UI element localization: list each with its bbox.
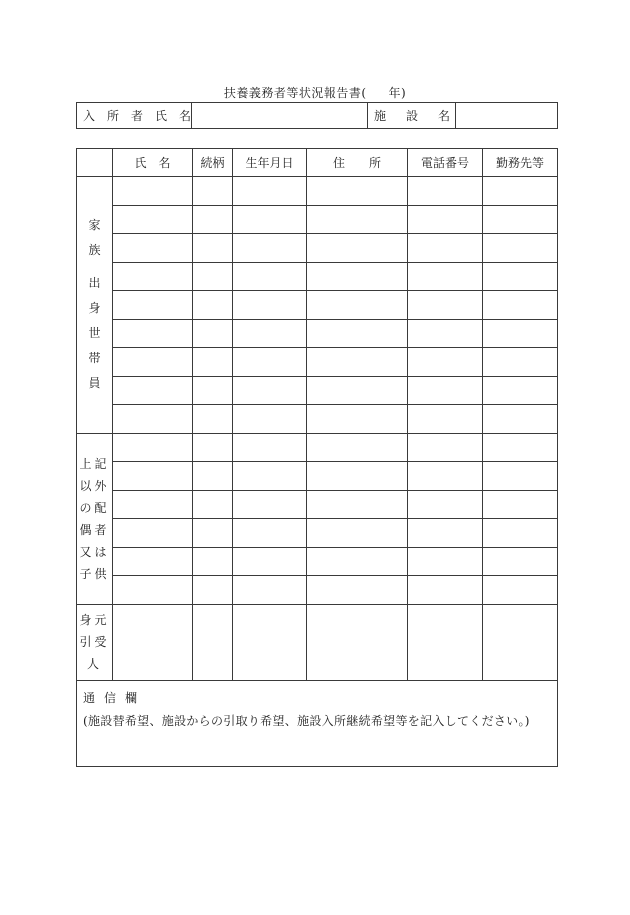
section-label-other: [77, 433, 113, 604]
cell-address[interactable]: [307, 405, 408, 434]
table-row: [77, 576, 558, 605]
cell-birthdate[interactable]: [233, 604, 307, 680]
cell-name[interactable]: [113, 405, 193, 434]
header-corner: [77, 149, 113, 177]
cell-address[interactable]: [307, 433, 408, 462]
resident-name-field[interactable]: [192, 103, 368, 129]
cell-birthdate[interactable]: [233, 376, 307, 405]
cell-relation[interactable]: [193, 291, 233, 320]
section-label-line: 家: [88, 218, 101, 233]
section-label-line: 身: [88, 301, 101, 316]
table-row: [77, 262, 558, 291]
notes-label: 通信欄: [83, 690, 147, 705]
cell-workplace[interactable]: [483, 291, 558, 320]
cell-workplace[interactable]: [483, 547, 558, 576]
section-label-line: 偶者: [79, 522, 110, 537]
cell-phone[interactable]: [408, 262, 483, 291]
cell-phone[interactable]: [408, 234, 483, 263]
column-header-phone: 電話番号: [408, 149, 483, 177]
table-row: [77, 604, 558, 680]
cell-workplace[interactable]: [483, 262, 558, 291]
table-header-row: [77, 149, 558, 177]
section-label-line: 帯: [88, 351, 101, 366]
table-row: [77, 234, 558, 263]
cell-relation[interactable]: [193, 234, 233, 263]
section-label-line: 世: [88, 326, 101, 341]
cell-name[interactable]: [113, 547, 193, 576]
table-row: [77, 519, 558, 548]
cell-birthdate[interactable]: [233, 462, 307, 491]
family-table: [76, 148, 558, 767]
table-row: [77, 319, 558, 348]
cell-phone[interactable]: [408, 205, 483, 234]
cell-workplace[interactable]: [483, 234, 558, 263]
cell-phone[interactable]: [408, 462, 483, 491]
resident-name-label: 入所者氏名: [77, 103, 192, 129]
cell-workplace[interactable]: [483, 519, 558, 548]
cell-address[interactable]: [307, 462, 408, 491]
cell-name[interactable]: [113, 433, 193, 462]
form-title-text: 扶養義務者等状況報告書(: [223, 86, 367, 100]
table-row: [77, 205, 558, 234]
cell-name[interactable]: [113, 519, 193, 548]
cell-address[interactable]: [307, 205, 408, 234]
table-row: [77, 348, 558, 377]
cell-workplace[interactable]: [483, 376, 558, 405]
cell-workplace[interactable]: [483, 405, 558, 434]
cell-address[interactable]: [307, 177, 408, 206]
notes-row: [77, 680, 558, 766]
header-table: [76, 102, 558, 129]
cell-relation[interactable]: [193, 262, 233, 291]
cell-name[interactable]: [113, 234, 193, 263]
cell-birthdate[interactable]: [233, 319, 307, 348]
cell-name[interactable]: [113, 205, 193, 234]
cell-address[interactable]: [307, 348, 408, 377]
form-title-year: 年): [388, 86, 407, 100]
cell-address[interactable]: [307, 376, 408, 405]
cell-phone[interactable]: [408, 291, 483, 320]
cell-name[interactable]: [113, 319, 193, 348]
cell-workplace[interactable]: [483, 177, 558, 206]
cell-relation[interactable]: [193, 604, 233, 680]
cell-relation[interactable]: [193, 576, 233, 605]
cell-address[interactable]: [307, 319, 408, 348]
cell-phone[interactable]: [408, 348, 483, 377]
cell-workplace[interactable]: [483, 205, 558, 234]
section-label-line: 出: [88, 276, 101, 291]
facility-name-label: 施設名: [368, 103, 456, 129]
cell-birthdate[interactable]: [233, 348, 307, 377]
cell-workplace[interactable]: [483, 433, 558, 462]
cell-birthdate[interactable]: [233, 262, 307, 291]
cell-name[interactable]: [113, 348, 193, 377]
section-label-line: 上記: [79, 456, 110, 471]
section-label-line: 子供: [79, 566, 110, 581]
column-header-relation: 続柄: [193, 149, 233, 177]
cell-workplace[interactable]: [483, 348, 558, 377]
cell-workplace[interactable]: [483, 604, 558, 680]
cell-name[interactable]: [113, 291, 193, 320]
table-body: [77, 177, 558, 767]
cell-relation[interactable]: [193, 405, 233, 434]
cell-name[interactable]: [113, 177, 193, 206]
table-row: [77, 376, 558, 405]
cell-phone[interactable]: [408, 405, 483, 434]
cell-relation[interactable]: [193, 348, 233, 377]
cell-relation[interactable]: [193, 490, 233, 519]
table-row: [77, 490, 558, 519]
column-header-name: 氏 名: [113, 149, 193, 177]
section-label-text: [87, 213, 103, 396]
table-row: [77, 547, 558, 576]
form-title: [0, 84, 630, 101]
cell-address[interactable]: [307, 234, 408, 263]
cell-birthdate[interactable]: [233, 234, 307, 263]
cell-relation[interactable]: [193, 462, 233, 491]
cell-workplace[interactable]: [483, 462, 558, 491]
section-label-line: 引受: [79, 635, 110, 649]
notes-field[interactable]: [77, 680, 558, 766]
section-label-line: 員: [88, 376, 101, 391]
cell-relation[interactable]: [193, 205, 233, 234]
cell-address[interactable]: [307, 262, 408, 291]
cell-relation[interactable]: [193, 433, 233, 462]
cell-name[interactable]: [113, 604, 193, 680]
cell-phone[interactable]: [408, 576, 483, 605]
section-label-text: [79, 453, 109, 585]
section-label-family: [77, 177, 113, 434]
cell-relation[interactable]: [193, 547, 233, 576]
cell-relation[interactable]: [193, 319, 233, 348]
section-label-guarantor: [77, 604, 113, 680]
cell-workplace[interactable]: [483, 576, 558, 605]
cell-birthdate[interactable]: [233, 519, 307, 548]
table-row: [77, 405, 558, 434]
facility-name-field[interactable]: [456, 103, 558, 129]
cell-workplace[interactable]: [483, 490, 558, 519]
cell-birthdate[interactable]: [233, 405, 307, 434]
cell-birthdate[interactable]: [233, 291, 307, 320]
section-label-line: 以外: [79, 478, 110, 493]
cell-birthdate[interactable]: [233, 576, 307, 605]
cell-name[interactable]: [113, 576, 193, 605]
section-label-text: [79, 609, 109, 675]
cell-name[interactable]: [113, 376, 193, 405]
section-label-line: 身元: [79, 613, 110, 627]
cell-phone[interactable]: [408, 177, 483, 206]
cell-workplace[interactable]: [483, 319, 558, 348]
cell-birthdate[interactable]: [233, 547, 307, 576]
cell-relation[interactable]: [193, 177, 233, 206]
cell-address[interactable]: [307, 547, 408, 576]
cell-birthdate[interactable]: [233, 490, 307, 519]
notes-hint: (施設替希望、施設からの引取り希望、施設入所継続希望等を記入してください。): [83, 713, 530, 728]
section-label-line: 族: [88, 243, 101, 258]
section-label-line: 又は: [79, 544, 110, 559]
table-row: [77, 462, 558, 491]
cell-name[interactable]: [113, 490, 193, 519]
cell-phone[interactable]: [408, 319, 483, 348]
cell-address[interactable]: [307, 490, 408, 519]
cell-address[interactable]: [307, 519, 408, 548]
cell-phone[interactable]: [408, 433, 483, 462]
cell-phone[interactable]: [408, 376, 483, 405]
section-label-line: 人: [86, 657, 102, 671]
cell-name[interactable]: [113, 462, 193, 491]
column-header-address: 住 所: [307, 149, 408, 177]
table-row: [77, 291, 558, 320]
table-row: [77, 433, 558, 462]
cell-phone[interactable]: [408, 519, 483, 548]
cell-birthdate[interactable]: [233, 205, 307, 234]
cell-name[interactable]: [113, 262, 193, 291]
cell-address[interactable]: [307, 291, 408, 320]
cell-phone[interactable]: [408, 547, 483, 576]
column-header-workplace: 勤務先等: [483, 149, 558, 177]
cell-birthdate[interactable]: [233, 433, 307, 462]
cell-phone[interactable]: [408, 490, 483, 519]
table-row: [77, 177, 558, 206]
cell-birthdate[interactable]: [233, 177, 307, 206]
section-label-line: の配: [79, 500, 110, 515]
cell-address[interactable]: [307, 576, 408, 605]
cell-address[interactable]: [307, 604, 408, 680]
cell-relation[interactable]: [193, 376, 233, 405]
cell-relation[interactable]: [193, 519, 233, 548]
cell-phone[interactable]: [408, 604, 483, 680]
column-header-birthdate: 生年月日: [233, 149, 307, 177]
